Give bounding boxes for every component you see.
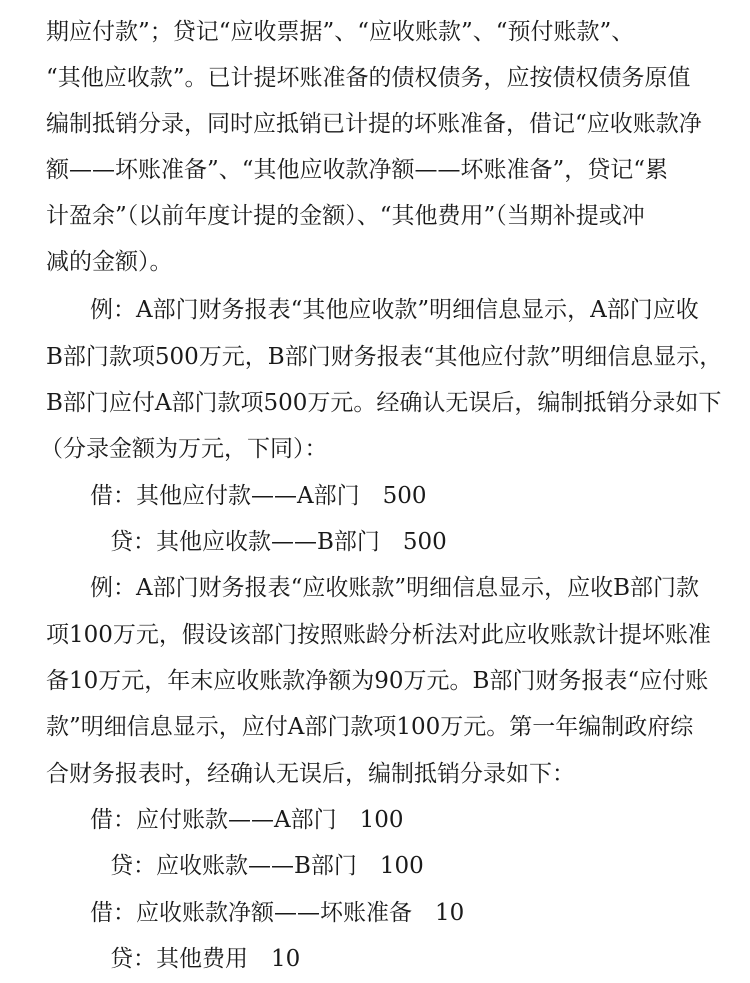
line-text: （分录金额为万元，下同）：	[40, 436, 328, 462]
journal-entry-debit	[0, 800, 750, 840]
line-text: 额——坏账准备”、“其他应收款净额——坏账准备”，贷记“累	[46, 157, 669, 183]
line-text: 期应付款”；贷记“应收票据”、“应收账款”、“预付账款”、	[46, 19, 635, 45]
journal-entry-credit	[0, 846, 750, 886]
text-line	[0, 429, 750, 469]
line-text: 编制抵销分录，同时应抵销已计提的坏账准备，借记“应收账款净	[46, 111, 702, 137]
line-text: 合财务报表时，经确认无误后，编制抵销分录如下：	[46, 761, 575, 787]
line-text: “其他应收款”。已计提坏账准备的债权债务，应按债权债务原值	[46, 65, 691, 91]
line-text: 例：A部门财务报表“其他应收款”明细信息显示，A部门应收	[90, 297, 699, 323]
line-text: 款”明细信息显示，应付A部门款项100万元。第一年编制政府综	[46, 714, 694, 740]
line-text: 借：其他应付款——A部门 500	[90, 483, 427, 509]
text-line	[0, 242, 750, 282]
line-text: 借：应付账款——A部门 100	[90, 807, 404, 833]
text-line	[0, 615, 750, 655]
line-text: 项100万元，假设该部门按照账龄分析法对此应收账款计提坏账准	[46, 622, 711, 648]
text-line	[0, 150, 750, 190]
text-line	[0, 58, 750, 98]
line-text: 减的金额）。	[46, 249, 173, 275]
text-line	[0, 196, 750, 236]
line-text: 例：A部门财务报表“应收账款”明细信息显示，应收B部门款	[90, 575, 700, 601]
journal-entry-credit	[0, 939, 750, 979]
example-heading	[0, 568, 750, 608]
text-line	[0, 337, 750, 377]
line-text: 借：应收账款净额——坏账准备 10	[90, 900, 465, 926]
example-heading	[0, 290, 750, 330]
journal-entry-debit	[0, 476, 750, 516]
journal-entry-credit	[0, 522, 750, 562]
text-line	[0, 383, 750, 423]
line-text: 计盈余”（以前年度计提的金额）、“其他费用”（当期补提或冲	[46, 203, 645, 229]
journal-entry-debit	[0, 893, 750, 933]
text-line	[0, 661, 750, 701]
line-text: B部门款项500万元，B部门财务报表“其他应付款”明细信息显示，	[46, 344, 723, 370]
text-line	[0, 707, 750, 747]
text-line	[0, 12, 750, 52]
text-line	[0, 104, 750, 144]
line-text: 贷：应收账款——B部门 100	[110, 853, 424, 879]
line-text: B部门应付A部门款项500万元。经确认无误后，编制抵销分录如下	[46, 390, 722, 416]
line-text: 贷：其他费用 10	[110, 946, 301, 972]
line-text: 备10万元，年末应收账款净额为90万元。B部门财务报表“应付账	[46, 668, 709, 694]
text-line	[0, 754, 750, 794]
line-text: 贷：其他应收款——B部门 500	[110, 529, 447, 555]
